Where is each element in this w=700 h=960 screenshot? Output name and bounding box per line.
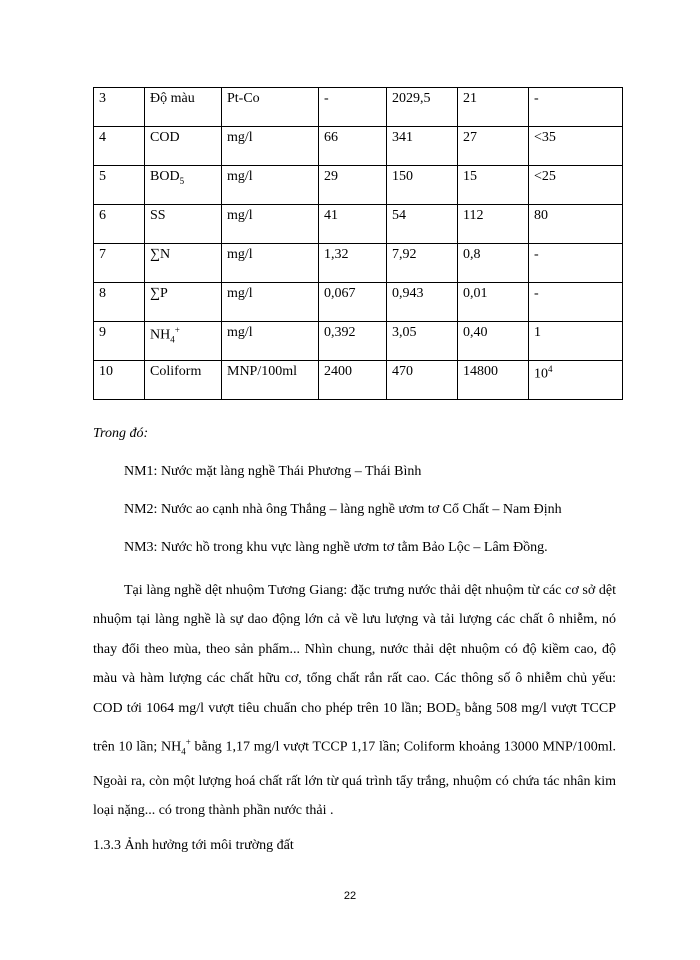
cell-param-text: Coliform xyxy=(150,364,202,379)
param-superscript: + xyxy=(174,325,180,335)
cell-nm3-text: 0,01 xyxy=(463,286,488,301)
cell-std-text: <25 xyxy=(534,169,556,184)
cell-no xyxy=(94,283,145,322)
cell-nm1 xyxy=(319,283,387,322)
cell-nm2 xyxy=(387,361,458,400)
cell-no xyxy=(94,88,145,127)
cell-nm2-text: 0,943 xyxy=(392,286,424,301)
cell-unit xyxy=(222,127,319,166)
cell-nm2-text: 7,92 xyxy=(392,247,417,262)
cell-nm1 xyxy=(319,88,387,127)
body-paragraph xyxy=(93,576,616,826)
cell-nm2 xyxy=(387,244,458,283)
cell-no-text: 9 xyxy=(99,325,106,340)
cell-nm2-text: 2029,5 xyxy=(392,91,431,106)
paragraph-part-3: bằng 1,17 mg/l vượt TCCP 1,17 lần; Coliform khoảng 13000 MNP/100ml. Ngoài ra, còn một lượng hoá chất rất lớn từ quá trình tẩy trắng, nhuộm có chứa tác nhân kim loại nặng... có trong thành phần nước thải . xyxy=(93,739,616,819)
cell-unit xyxy=(222,244,319,283)
cell-nm3-text: 112 xyxy=(463,208,484,223)
cell-nm3 xyxy=(458,88,529,127)
cell-nm2 xyxy=(387,205,458,244)
legend-nm1: NM1: Nước mặt làng nghề Thái Phương – Thái Bình xyxy=(124,464,422,479)
cell-no-text: 8 xyxy=(99,286,106,301)
cell-nm1 xyxy=(319,361,387,400)
cell-unit-text: Pt-Co xyxy=(227,91,260,106)
cell-no xyxy=(94,361,145,400)
cell-nm1-text: 66 xyxy=(324,130,338,145)
cell-nm1 xyxy=(319,166,387,205)
paragraph-part-2: bằng 508 mg/l vượt TCCP trên 10 lần; NH xyxy=(93,700,616,755)
cell-nm3 xyxy=(458,205,529,244)
section-heading: 1.3.3 Ảnh hưởng tới môi trường đất xyxy=(93,838,294,853)
cell-no-text: 4 xyxy=(99,130,106,145)
cell-param xyxy=(145,127,222,166)
cell-nm1-text: 1,32 xyxy=(324,247,349,262)
cell-unit-text: MNP/100ml xyxy=(227,364,298,379)
cell-std-text: 80 xyxy=(534,208,548,223)
cell-no xyxy=(94,205,145,244)
cell-unit-text: mg/l xyxy=(227,130,253,145)
cell-no-text: 7 xyxy=(99,247,106,262)
cell-param-text: COD xyxy=(150,130,180,145)
cell-no xyxy=(94,166,145,205)
cell-std xyxy=(529,88,623,127)
cell-nm2-text: 470 xyxy=(392,364,413,379)
cell-param xyxy=(145,166,222,205)
cell-nm3-text: 0,40 xyxy=(463,325,488,340)
cell-std xyxy=(529,127,623,166)
cell-nm3 xyxy=(458,361,529,400)
bod-subscript: 5 xyxy=(455,707,461,718)
cell-nm1 xyxy=(319,205,387,244)
cell-unit xyxy=(222,166,319,205)
cell-unit xyxy=(222,205,319,244)
cell-nm2 xyxy=(387,166,458,205)
table-body xyxy=(94,88,623,400)
cell-std-text: - xyxy=(534,247,539,262)
cell-nm3 xyxy=(458,127,529,166)
cell-param-text: SS xyxy=(150,208,166,223)
cell-nm3-text: 15 xyxy=(463,169,477,184)
cell-param xyxy=(145,244,222,283)
cell-unit xyxy=(222,361,319,400)
cell-nm3 xyxy=(458,244,529,283)
cell-nm1-text: 0,067 xyxy=(324,286,356,301)
cell-nm2-text: 3,05 xyxy=(392,325,417,340)
cell-std xyxy=(529,322,623,361)
cell-nm3 xyxy=(458,322,529,361)
cell-unit-text: mg/l xyxy=(227,286,253,301)
legend-title: Trong đó: xyxy=(93,426,149,441)
cell-param-text: NH xyxy=(150,327,171,343)
cell-std-text: - xyxy=(534,286,539,301)
cell-std xyxy=(529,361,623,400)
cell-std xyxy=(529,283,623,322)
cell-nm2-text: 54 xyxy=(392,208,406,223)
cell-std-text: - xyxy=(534,91,539,106)
cell-nm2 xyxy=(387,283,458,322)
cell-param-text: BOD xyxy=(150,169,180,184)
cell-nm1-text: 29 xyxy=(324,169,338,184)
cell-unit-text: mg/l xyxy=(227,169,253,184)
cell-unit xyxy=(222,88,319,127)
cell-std xyxy=(529,244,623,283)
cell-nm3-text: 0,8 xyxy=(463,247,481,262)
cell-param xyxy=(145,361,222,400)
cell-nm1 xyxy=(319,322,387,361)
cell-no-text: 6 xyxy=(99,208,106,223)
cell-no xyxy=(94,322,145,361)
cell-nm3 xyxy=(458,283,529,322)
cell-unit-text: mg/l xyxy=(227,247,253,262)
cell-param xyxy=(145,322,222,361)
cell-nm2 xyxy=(387,127,458,166)
cell-nm3-text: 21 xyxy=(463,91,477,106)
nh4-superscript: + xyxy=(185,736,191,747)
table-row xyxy=(94,127,623,166)
table-row xyxy=(94,244,623,283)
cell-nm3-text: 14800 xyxy=(463,364,498,379)
table-row xyxy=(94,283,623,322)
cell-nm1-text: 41 xyxy=(324,208,338,223)
param-subscript: 4 xyxy=(170,334,175,345)
table-row xyxy=(94,166,623,205)
cell-nm1-text: - xyxy=(324,91,329,106)
cell-unit xyxy=(222,322,319,361)
page-number: 22 xyxy=(343,890,357,902)
paragraph-part-1: Tại làng nghề dệt nhuộm Tương Giang: đặc trưng nước thải dệt nhuộm từ các cơ sở dệt nhuộm tại làng nghề là sự dao động lớn cả về lưu lượng và tải lượng các chất ô nhiễm, nó thay đổi theo mùa, theo sản phẩm... Nhìn chung, nước thải dệt nhuộm có độ kiềm cao, độ màu và hàm lượng các chất hữu cơ, tổng chất rắn rất cao. Các thông số ô nhiễm chủ yếu: COD tới 1064 mg/l vượt tiêu chuẩn cho phép trên 10 lần; BOD xyxy=(93,583,616,716)
cell-nm1 xyxy=(319,127,387,166)
param-subscript: 5 xyxy=(179,175,185,186)
table-row xyxy=(94,322,623,361)
cell-std-text: 1 xyxy=(534,325,541,340)
cell-nm2 xyxy=(387,88,458,127)
nh4-subscript: 4 xyxy=(181,746,186,757)
cell-param xyxy=(145,205,222,244)
cell-std-text: 10 xyxy=(534,366,548,382)
cell-nm2-text: 341 xyxy=(392,130,413,145)
table-row xyxy=(94,361,623,400)
cell-no xyxy=(94,244,145,283)
std-superscript: 4 xyxy=(548,364,553,374)
cell-param-text: ∑P xyxy=(150,286,168,301)
cell-nm3-text: 27 xyxy=(463,130,477,145)
cell-no-text: 5 xyxy=(99,169,106,184)
cell-no-text: 3 xyxy=(99,91,106,106)
cell-nm1-text: 0,392 xyxy=(324,325,356,340)
cell-nm1-text: 2400 xyxy=(324,364,352,379)
legend-nm3: NM3: Nước hồ trong khu vực làng nghề ươm tơ tằm Bảo Lộc – Lâm Đồng. xyxy=(124,540,548,555)
cell-param-text: Độ màu xyxy=(150,91,195,106)
cell-no xyxy=(94,127,145,166)
cell-unit-text: mg/l xyxy=(227,325,253,340)
cell-param-text: ∑N xyxy=(150,247,171,262)
cell-param xyxy=(145,283,222,322)
legend-nm2: NM2: Nước ao cạnh nhà ông Thắng – làng nghề ươm tơ Cổ Chất – Nam Định xyxy=(124,502,562,517)
cell-nm3 xyxy=(458,166,529,205)
cell-std xyxy=(529,205,623,244)
cell-nm2-text: 150 xyxy=(392,169,413,184)
cell-nm2 xyxy=(387,322,458,361)
cell-unit xyxy=(222,283,319,322)
table-row xyxy=(94,88,623,127)
cell-param xyxy=(145,88,222,127)
cell-unit-text: mg/l xyxy=(227,208,253,223)
cell-std-text: <35 xyxy=(534,130,556,145)
cell-nm1 xyxy=(319,244,387,283)
cell-std xyxy=(529,166,623,205)
water-quality-table xyxy=(93,87,623,400)
cell-no-text: 10 xyxy=(99,364,113,379)
table-row xyxy=(94,205,623,244)
